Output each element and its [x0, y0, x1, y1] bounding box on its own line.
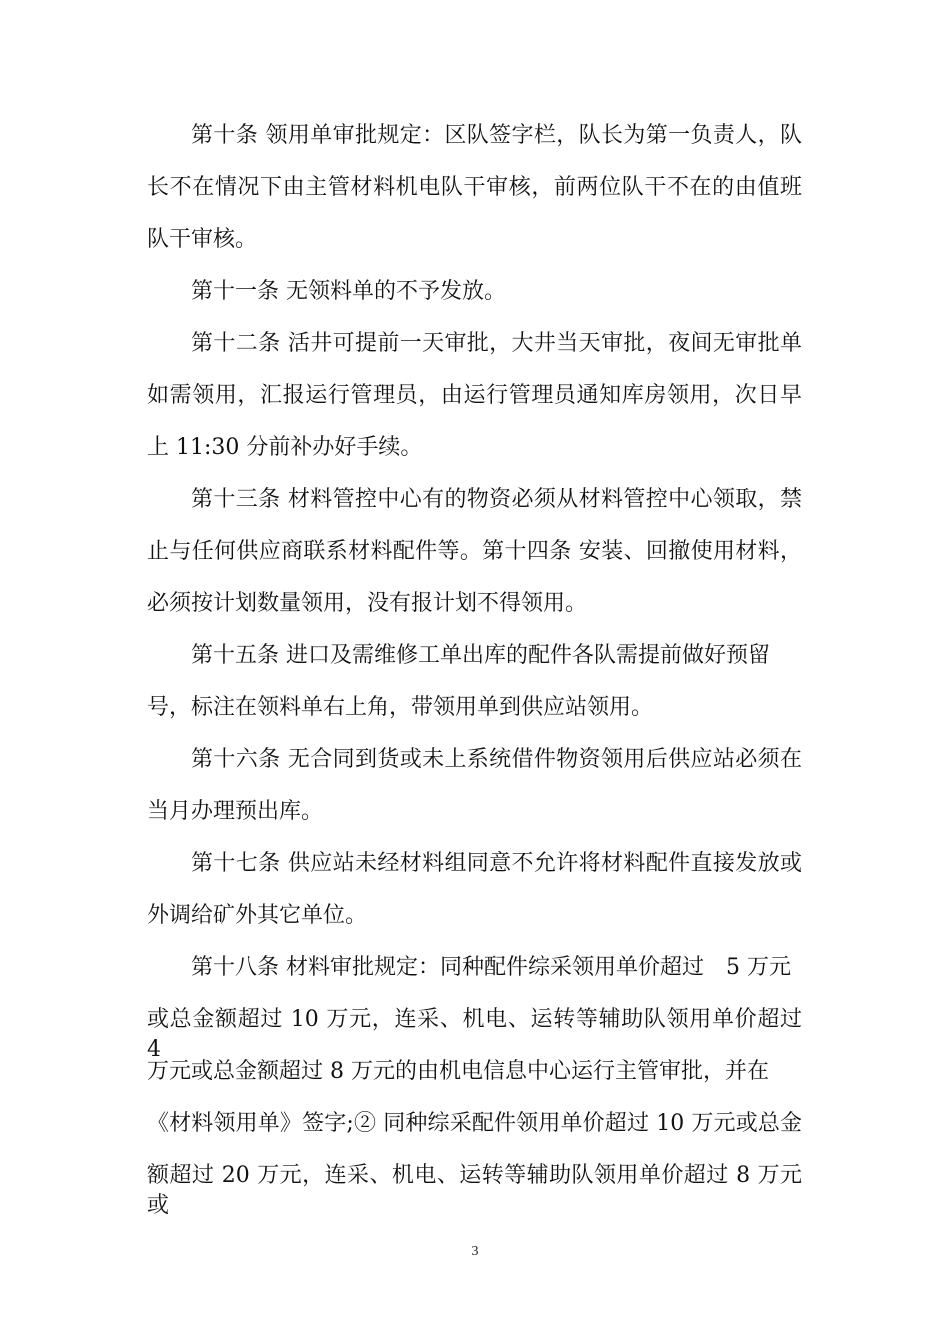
text-line: 或总金额超过 10 万元，连采、机电、运转等辅助队领用单价超过 4 [147, 1007, 802, 1062]
text-line: 第十二条 活井可提前一天审批，大井当天审批，夜间无审批单 [191, 331, 802, 356]
text-line: 号，标注在领料单右上角，带领用单到供应站领用。 [147, 695, 654, 720]
text-line: 第十条 领用单审批规定：区队签字栏，队长为第一负责人，队 [191, 123, 802, 148]
text-line: 必须按计划数量领用，没有报计划不得领用。 [147, 591, 588, 616]
text-line: 第十七条 供应站未经材料组同意不允许将材料配件直接发放或 [191, 851, 802, 876]
text-line: 止与任何供应商联系材料配件等。第十四条 安装、回撤使用材料， [147, 539, 802, 564]
text-line: 队干审核。 [147, 227, 258, 252]
text-line: 如需领用，汇报运行管理员，由运行管理员通知库房领用，次日早 [147, 383, 802, 408]
text-line: 第十三条 材料管控中心有的物资必须从材料管控中心领取，禁 [191, 487, 802, 512]
text-line: 上 11:30 分前补办好手续。 [147, 435, 423, 460]
page-number: 3 [471, 1244, 479, 1259]
text-line: 第十六条 无合同到货或未上系统借件物资领用后供应站必须在 [191, 747, 802, 772]
text-line: 第十五条 进口及需维修工单出库的配件各队需提前做好预留 [191, 643, 770, 668]
text-line: 额超过 20 万元，连采、机电、运转等辅助队领用单价超过 8 万元或 [147, 1163, 802, 1218]
text-line: 长不在情况下由主管材料机电队干审核，前两位队干不在的由值班 [147, 175, 802, 200]
text-line: 当月办理预出库。 [147, 799, 324, 824]
text-line: 外调给矿外其它单位。 [147, 903, 368, 928]
text-line: 第十一条 无领料单的不予发放。 [191, 279, 506, 304]
text-line: 《材料领用单》签字;② 同种综采配件领用单价超过 10 万元或总金 [147, 1111, 802, 1136]
text-line: 第十八条 材料审批规定：同种配件综采领用单价超过 5 万元 [191, 955, 791, 980]
text-line: 万元或总金额超过 8 万元的由机电信息中心运行主管审批，并在 [147, 1059, 769, 1084]
